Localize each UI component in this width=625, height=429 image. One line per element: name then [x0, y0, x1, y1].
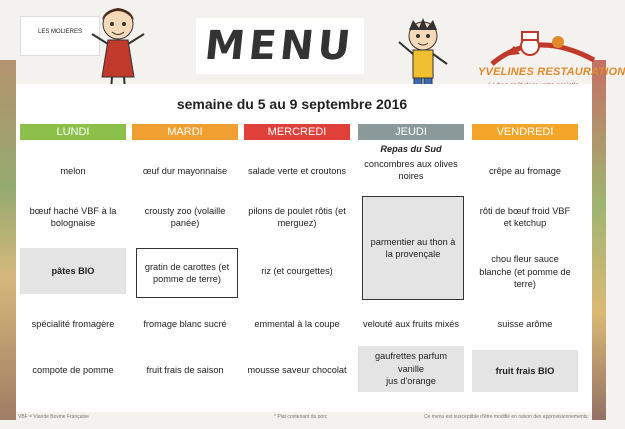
menu-item: riz (et courgettes) — [261, 265, 333, 276]
menu-item: velouté aux fruits mixés — [363, 318, 459, 329]
menu-item: fromage blanc sucré — [143, 318, 227, 329]
menu-item: parmentier au thon à la provençale — [362, 196, 464, 300]
day-header-vendredi: VENDREDI — [472, 124, 578, 140]
footer-disclaimer: Ce menu est susceptible d'être modifié en raison des approvisionnements. — [424, 414, 589, 420]
menu-item: jus d'orange — [386, 376, 436, 387]
menu-item: gratin de carottes (et pomme de terre) — [136, 248, 238, 298]
fruit-photo-left — [0, 60, 16, 420]
menu-item: suisse arôme — [497, 318, 553, 329]
menu-item: mousse saveur chocolat — [247, 364, 347, 375]
fruit-photo-right — [592, 60, 606, 420]
menu-title — [196, 18, 364, 74]
day-column-mardi — [132, 124, 238, 406]
menu-item: crousty zoo (volaille panée) — [144, 205, 226, 228]
menu-item: salade verte et croutons — [247, 165, 347, 176]
menu-item: concombres aux olives noires — [364, 158, 458, 181]
day-header-jeudi: JEUDI — [358, 124, 464, 140]
menu-item: emmental à la coupe — [254, 318, 340, 329]
footer-pork-note: * Plat contenant du porc — [274, 414, 328, 420]
brand-name: YVELINES RESTAURATION — [478, 66, 625, 78]
day-column-jeudi — [358, 124, 464, 406]
day-column-vendredi — [472, 124, 578, 406]
day-column-lundi — [20, 124, 126, 406]
menu-item: chou fleur sauce blanche (et pomme de terre) — [479, 254, 571, 290]
menu-item: fruit frais de saison — [146, 364, 224, 375]
menu-item: crêpe au fromage — [488, 165, 561, 176]
menu-item: spécialité fromagère — [31, 318, 115, 329]
menu-title-text: MENU — [203, 23, 357, 69]
day-column-mercredi — [244, 124, 350, 406]
menu-item: pâtes BIO — [20, 248, 126, 294]
school-name: LES MOLIERES — [37, 29, 82, 35]
day-header-mardi: MARDI — [132, 124, 238, 140]
menu-item: gaufrettes parfum vanille — [374, 351, 447, 374]
special-meal-label: Repas du Sud — [380, 143, 442, 154]
menu-item: melon — [60, 165, 86, 176]
menu-item: fruit frais BIO — [472, 350, 578, 392]
menu-item: compote de pomme — [32, 364, 114, 375]
menu-item: rôti de bœuf froid VBF et ketchup — [479, 205, 571, 228]
menu-sheet — [16, 84, 592, 412]
menu-item: pilons de poulet rôtis (et merguez) — [248, 205, 346, 228]
day-header-lundi: LUNDI — [20, 124, 126, 140]
footer-vbf-note: VBF = Viande Bovine Française — [18, 414, 89, 420]
menu-item-group — [358, 346, 464, 392]
day-header-mercredi: MERCREDI — [244, 124, 350, 140]
menu-item: œuf dur mayonnaise — [142, 165, 228, 176]
week-heading: semaine du 5 au 9 septembre 2016 — [176, 96, 408, 112]
menu-item: bœuf haché VBF à la bolognaise — [29, 205, 117, 228]
